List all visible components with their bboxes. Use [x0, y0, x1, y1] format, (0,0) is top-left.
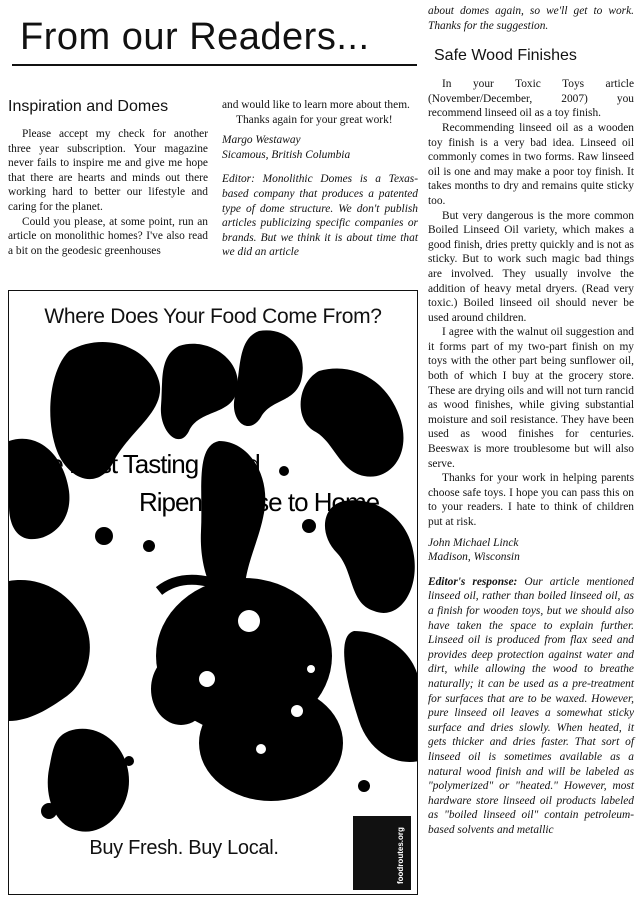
letter-safe-wood-finishes: [428, 4, 634, 837]
letter-thanks: Thanks again for your great work!: [236, 113, 393, 126]
editor-note: Editor: Monolithic Domes is a Texas-based company that produces a patented type of dome structure. We don't publish articles publicizing specific companies or brands. But we think it is about time that we did an article: [222, 173, 418, 259]
letter-paragraph: I agree with the walnut oil suggestion and it forms part of my two-part finish on my toys with the other part being sunflower oil, both of which I buy at the grocery store. These are drying oils and will not turn rancid as wood finishes, while giving substantial moisture and soil resistance. They have been used as wood finishes for centuries. Beeswax is more troublesome but will also serve.: [428, 326, 634, 470]
signature-name: John Michael Linck: [428, 536, 519, 549]
ad-tagline-line1: The Best Tasting Food: [21, 449, 260, 479]
letter-paragraph: But very dangerous is the more common Boiled Linseed Oil variety, which makes a good finish, dries pretty quickly and is not as sticky. But to work such magic bad things are involved. They usually involve the addition of heavy metal dryers. (Read very toxic.) Boiled linseed oil should never be used around children.: [428, 209, 634, 324]
masthead: [12, 8, 417, 66]
letter-paragraph: Recommending linseed oil as a wooden toy finish is a very bad idea. Linseed oil commonly comes in two forms. Raw linseed oil is one and may make a poor toy finish. It takes months to dry and remains quite sticky too.: [428, 121, 634, 207]
editor-response: [428, 575, 634, 838]
letter-paragraph: Please accept my check for another three year subscription. Your magazine never fails to inspire me and give me hope that there are hearts and minds out there working hard to better our lifestyle and caring for the planet.: [8, 128, 208, 213]
signature-name: Margo Westaway: [222, 134, 301, 147]
editor-note-continuation: about domes again, so we'll get to work. Thanks for the suggestion.: [428, 5, 634, 32]
letter-inspiration-and-domes: [8, 98, 208, 258]
food-advertisement: [8, 290, 418, 895]
letter-paragraph: In your Toxic Toys article (November/December, 2007) you recommend linseed oil as a toy finish.: [428, 78, 634, 120]
ad-photo: [9, 291, 418, 895]
letter-heading: Safe Wood Finishes: [434, 47, 577, 65]
signature-place: Madison, Wisconsin: [428, 551, 520, 564]
editor-response-label: Editor's response:: [428, 575, 518, 588]
letter-heading: Inspiration and Domes: [8, 98, 169, 115]
ad-footer-slogan: Buy Fresh. Buy Local.: [89, 837, 279, 859]
signature-place: Sicamous, British Columbia: [222, 148, 351, 161]
letter-continuation: [222, 98, 418, 260]
editor-response-text: Our article mentioned linseed oil, rather than boiled linseed oil, as a finish for wooden toys, but we should also have taken the space to explain further. Linseed oil is produced from flax seed and provides deep protection against water and dirt, while allowing the wood to breathe naturally; it can be used as a pre-treatment for surfaces that are to be waxed. However, pure linseed oil leaves a somewhat sticky surface and dries slowly. When heated, it gets thicker and dries faster. That sort of linseed oil is sometimes available as a natural wood finish and will be labeled as "polymerized" or "heated." However, most hardware store linseed oil products labeled as "boiled linseed oil" contain petroleum-based solvents and metallic: [428, 575, 634, 836]
ad-headline: Where Does Your Food Come From?: [44, 305, 382, 328]
letter-paragraph: Could you please, at some point, run an article on monolithic homes? I've also read a bit on the geodesic greenhouses: [8, 215, 208, 257]
letter-paragraph: Thanks for your work in helping parents choose safe toys. I hope you can pass this on to your readers. I hate to think of children put at risk.: [428, 472, 634, 528]
foodroutes-logo: [353, 816, 411, 890]
page-title: From our Readers...: [20, 16, 370, 58]
ad-tagline-line2: Ripens Close to Home: [139, 487, 380, 517]
letter-paragraph: and would like to learn more about them.: [222, 99, 410, 111]
logo-text: foodroutes.org: [396, 827, 405, 884]
